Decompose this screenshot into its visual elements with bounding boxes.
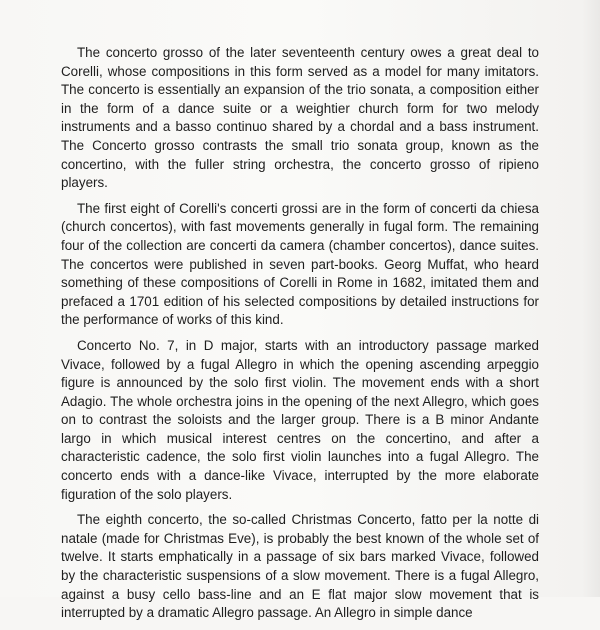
liner-notes-text <box>61 44 539 630</box>
paragraph-concerto-grosso-intro: The concerto grosso of the later seventeenth century owes a great deal to Corelli, whose compositions in this form served as a model for many imitators. The concerto is essentially an expansion of the trio sonata, a composition either in the form of a dance suite or a weightier church form for two melody instruments and a basso continuo shared by a chordal and a bass instrument. The Concerto grosso contrasts the small trio sonata group, known as the concertino, with the fuller string orchestra, the concerto grosso of ripieno players. <box>61 45 539 191</box>
paragraph-concerto-no-7: Concerto No. 7, in D major, starts with an introductory passage marked Vivace, followed by a fugal Allegro in which the opening ascending arpeggio figure is announced by the solo first violin. The movement ends with a short Adagio. The whole orchestra joins in the opening of the next Allegro, which goes on to contrast the soloists and the larger group. There is a B minor Andante largo in which musical interest centres on the concertino, and after a characteristic cadence, the solo first violin launches into a fugal Allegro. The concerto ends with a dance-like Vivace, interrupted by the more elaborate figuration of the solo players. <box>61 337 539 502</box>
paragraph-concerti-da-chiesa: The first eight of Corelli's concerti grossi are in the form of concerti da chiesa (church concertos), with fast movements generally in fugal form. The remaining four of the collection are concerti da camera (chamber concertos), dance suites. The concertos were published in seven part-books. Georg Muffat, who heard something of these compositions of Corelli in Rome in 1682, imitated them and prefaced a 1701 edition of his selected compositions by detailed instructions for the performance of works of this kind. <box>61 200 539 328</box>
paragraph-christmas-concerto: The eighth concerto, the so-called Christmas Concerto, fatto per la notte di natale (made for Christmas Eve), is probably the best known of the whole set of twelve. It starts emphatically in a passage of six bars marked Vivace, followed by the characteristic suspensions of a slow movement. There is a fugal Allegro, against a busy cello bass-line and an E flat major slow movement that is interrupted by a dramatic Allegro passage. An Allegro in simple dance <box>61 512 539 621</box>
